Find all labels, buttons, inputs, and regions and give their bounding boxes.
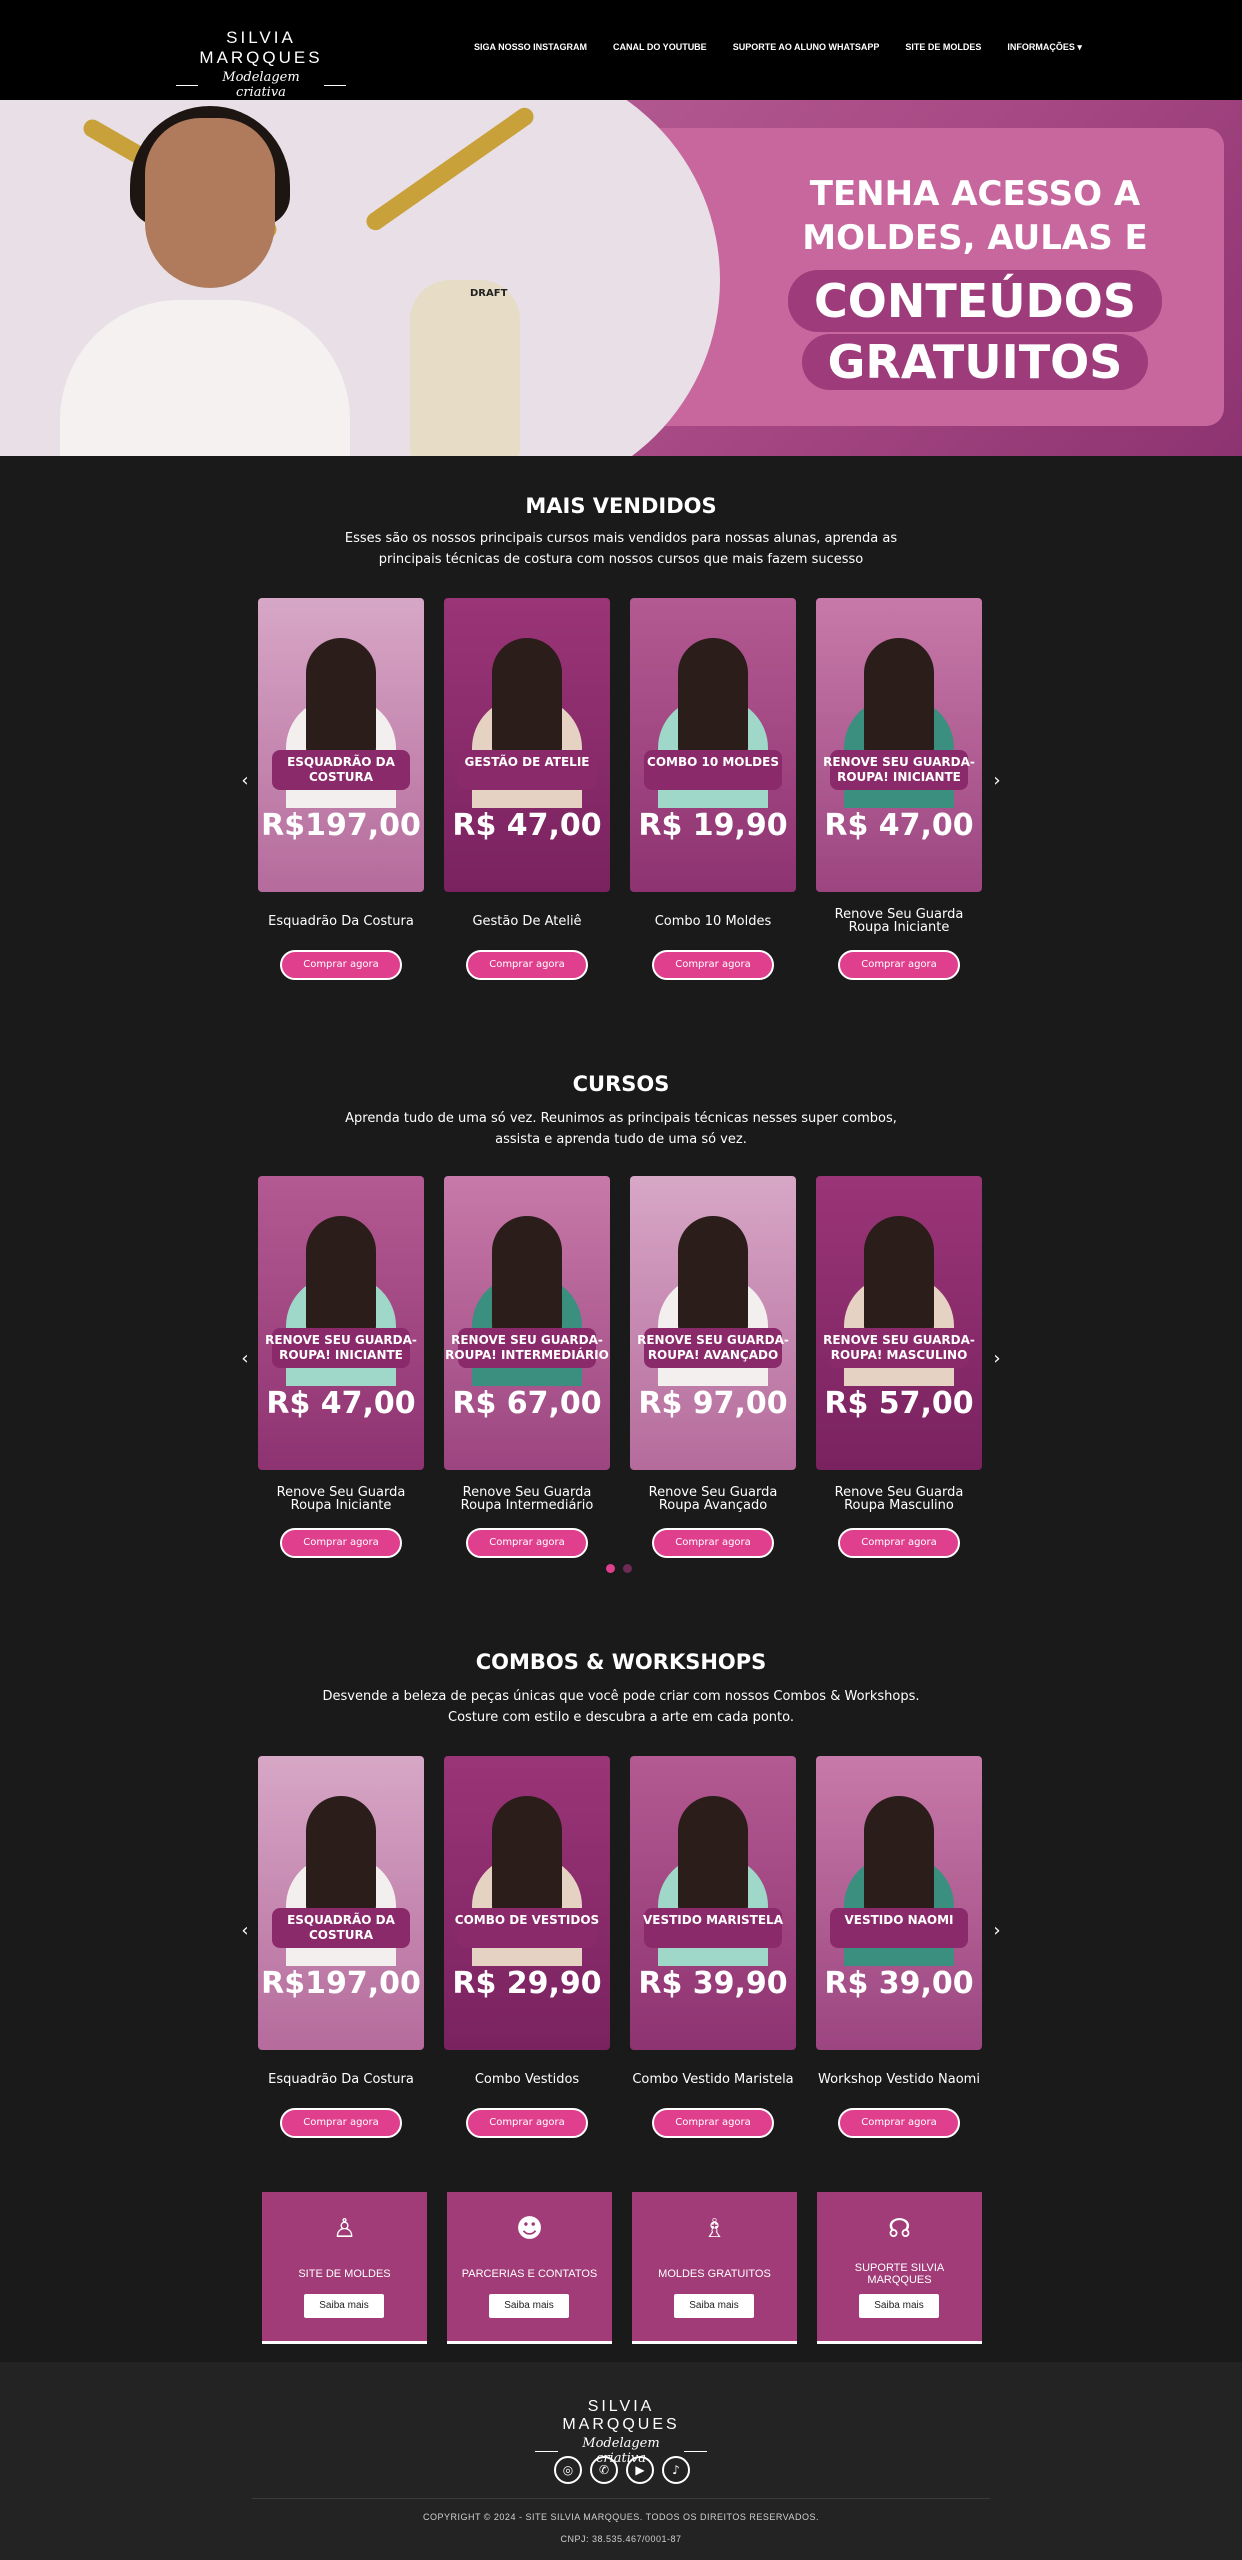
product-name[interactable]: Combo Vestido Maristela: [632, 2071, 794, 2087]
saiba-mais-button[interactable]: Saiba mais: [674, 2294, 754, 2318]
feature-box: [817, 2192, 982, 2344]
buy-now-button[interactable]: Comprar agora: [838, 2108, 960, 2138]
buy-now-button[interactable]: Comprar agora: [652, 1528, 774, 1558]
nav-instagram[interactable]: SIGA NOSSO INSTAGRAM: [474, 42, 588, 52]
product-card-price: R$ 47,00: [266, 1386, 416, 1421]
product-image[interactable]: [444, 1176, 610, 1470]
mannequin-tag: DRAFT: [470, 288, 508, 299]
product-name[interactable]: Renove Seu Guarda Roupa Masculino: [834, 1485, 964, 1513]
hero-banner[interactable]: [0, 100, 1242, 456]
product-card-price: R$ 47,00: [452, 808, 602, 843]
product-image[interactable]: [444, 1756, 610, 2050]
nav-informacoes-dropdown[interactable]: INFORMAÇÕES ▾: [1007, 42, 1082, 52]
product-card-title: VESTIDO NAOMI: [844, 1913, 954, 1927]
feature-boxes: [262, 2192, 982, 2344]
product-image[interactable]: [258, 1756, 424, 2050]
site-logo[interactable]: [176, 28, 346, 100]
product-name[interactable]: Combo 10 Moldes: [654, 913, 772, 929]
section-title-cursos: CURSOS: [572, 1072, 670, 1096]
section-desc-mais-vendidos: Esses são os nossos principais cursos mais vendidos para nossas alunas, aprenda as principais técnicas de costura com nossos cursos que mais fazem sucesso: [344, 531, 898, 567]
saiba-mais-button[interactable]: Saiba mais: [304, 2294, 384, 2318]
product-card[interactable]: [258, 1756, 424, 2138]
product-name[interactable]: Gestão De Ateliê: [472, 913, 582, 929]
users-icon: ☻: [515, 2214, 544, 2244]
product-card[interactable]: [444, 598, 610, 980]
footer-divider: [252, 2498, 990, 2499]
product-card[interactable]: [630, 598, 796, 980]
feature-box: [632, 2192, 797, 2344]
product-image[interactable]: [258, 598, 424, 892]
product-image[interactable]: [444, 598, 610, 892]
feature-title: SITE DE MOLDES: [298, 2268, 391, 2280]
section-title-mais-vendidos: MAIS VENDIDOS: [525, 494, 717, 518]
product-card[interactable]: [444, 1176, 610, 1558]
youtube-icon[interactable]: ▶: [626, 2456, 654, 2484]
buy-now-button[interactable]: Comprar agora: [652, 950, 774, 980]
footer-logo-tagline-text: Modelagem criativa: [582, 2436, 660, 2466]
product-image[interactable]: [816, 1756, 982, 2050]
product-card-price: R$ 57,00: [824, 1386, 974, 1421]
product-card-price: R$ 19,90: [638, 808, 788, 843]
footer-logo-wordmark: SILVIA MARQQUES: [562, 2398, 680, 2433]
social-links: [554, 2456, 690, 2484]
product-card[interactable]: [258, 598, 424, 980]
carousel-next-arrow[interactable]: ›: [993, 1348, 1001, 1369]
gown-icon: ♗: [702, 2214, 727, 2244]
buy-now-button[interactable]: Comprar agora: [466, 950, 588, 980]
feature-title: PARCERIAS E CONTATOS: [461, 2268, 598, 2280]
product-card[interactable]: [258, 1176, 424, 1558]
product-card-title: RENOVE SEU GUARDA-ROUPA! INICIANTE: [265, 1333, 417, 1362]
product-card-title: GESTÃO DE ATELIE: [464, 755, 590, 769]
logo-wordmark: SILVIA MARQQUES: [199, 28, 323, 67]
logo-tagline-text: Modelagem criativa: [222, 70, 300, 100]
hero-line-3: CONTEÚDOS: [788, 270, 1162, 332]
mannequin: [410, 280, 520, 456]
product-name[interactable]: Renove Seu Guarda Roupa Iniciante: [834, 907, 964, 935]
section-desc-combos: Desvende a beleza de peças únicas que você pode criar com nossos Combos & Workshops. Costure com estilo e descubra a arte em cada ponto.: [322, 1689, 920, 1725]
product-image[interactable]: [816, 1176, 982, 1470]
product-image[interactable]: [630, 598, 796, 892]
main-nav: [474, 42, 1082, 53]
product-card-title: COMBO 10 MOLDES: [647, 755, 779, 769]
hero-headline: [760, 172, 1190, 390]
product-card[interactable]: [816, 598, 982, 980]
product-card-title: ESQUADRÃO DA COSTURA: [287, 1913, 395, 1942]
product-card-title: RENOVE SEU GUARDA-ROUPA! MASCULINO: [823, 1333, 975, 1362]
product-card-title: RENOVE SEU GUARDA-ROUPA! INICIANTE: [823, 755, 975, 784]
carousel-prev-arrow[interactable]: ‹: [241, 1348, 249, 1369]
buy-now-button[interactable]: Comprar agora: [280, 2108, 402, 2138]
dress-icon: ♙: [332, 2214, 357, 2244]
site-footer: [0, 2362, 1242, 2560]
product-card-title: VESTIDO MARISTELA: [642, 1913, 783, 1927]
carousel-combos: [258, 1756, 984, 2136]
hero-line-2: MOLDES, AULAS E: [802, 218, 1148, 258]
carousel-next-arrow[interactable]: ›: [993, 1920, 1001, 1941]
product-card[interactable]: [630, 1756, 796, 2138]
product-card-title: RENOVE SEU GUARDA-ROUPA! AVANÇADO: [637, 1333, 789, 1362]
tiktok-icon[interactable]: ♪: [662, 2456, 690, 2484]
buy-now-button[interactable]: Comprar agora: [652, 2108, 774, 2138]
product-card[interactable]: [630, 1176, 796, 1558]
product-image[interactable]: [630, 1176, 796, 1470]
hero-line-4: GRATUITOS: [802, 334, 1149, 390]
section-title-combos: COMBOS & WORKSHOPS: [475, 1650, 767, 1674]
product-card[interactable]: [816, 1176, 982, 1558]
product-card[interactable]: [816, 1756, 982, 2138]
hero-line-1: TENHA ACESSO A: [809, 174, 1141, 214]
product-card-price: R$197,00: [261, 1966, 421, 2001]
hero-person-face: [145, 118, 275, 288]
product-card-price: R$ 47,00: [824, 808, 974, 843]
section-desc-cursos: Aprenda tudo de uma só vez. Reunimos as principais técnicas nesses super combos, assista e aprenda tudo de uma só vez.: [345, 1111, 897, 1147]
instagram-icon[interactable]: ◎: [554, 2456, 582, 2484]
product-card-title: COMBO DE VESTIDOS: [454, 1913, 600, 1927]
product-image[interactable]: [630, 1756, 796, 2050]
nav-youtube[interactable]: CANAL DO YOUTUBE: [613, 42, 707, 52]
product-name[interactable]: Esquadrão Da Costura: [268, 913, 414, 929]
product-card-price: R$ 39,00: [824, 1966, 974, 2001]
cnpj-text: CNPJ: 38.535.467/0001-87: [560, 2534, 682, 2544]
carousel-cursos: [258, 1176, 984, 1556]
saiba-mais-button[interactable]: Saiba mais: [489, 2294, 569, 2318]
buy-now-button[interactable]: Comprar agora: [466, 2108, 588, 2138]
buy-now-button[interactable]: Comprar agora: [838, 950, 960, 980]
product-name[interactable]: Renove Seu Guarda Roupa Avançado: [648, 1485, 778, 1513]
product-card-price: R$ 29,90: [452, 1966, 602, 2001]
feature-title: MOLDES GRATUITOS: [658, 2268, 771, 2280]
product-name[interactable]: Esquadrão Da Costura: [268, 2071, 414, 2087]
product-name[interactable]: Renove Seu Guarda Roupa Iniciante: [276, 1485, 406, 1513]
buy-now-button[interactable]: Comprar agora: [280, 1528, 402, 1558]
product-card-price: R$ 67,00: [452, 1386, 602, 1421]
product-card[interactable]: [444, 1756, 610, 2138]
pagination-dot[interactable]: [623, 1564, 632, 1573]
carousel-prev-arrow[interactable]: ‹: [241, 770, 249, 791]
feature-title: SUPORTE SILVIA MARQQUES: [854, 2262, 945, 2286]
nav-site-moldes[interactable]: SITE DE MOLDES: [905, 42, 982, 52]
carousel-next-arrow[interactable]: ›: [993, 770, 1001, 791]
carousel-pagination: [606, 1564, 632, 1573]
buy-now-button[interactable]: Comprar agora: [838, 1528, 960, 1558]
buy-now-button[interactable]: Comprar agora: [280, 950, 402, 980]
headset-icon: ☊: [887, 2214, 912, 2244]
carousel-prev-arrow[interactable]: ‹: [241, 1920, 249, 1941]
feature-box: [262, 2192, 427, 2344]
copyright-text: COPYRIGHT © 2024 - SITE SILVIA MARQQUES. TODOS OS DIREITOS RESERVADOS.: [422, 2512, 820, 2522]
whatsapp-icon[interactable]: ✆: [590, 2456, 618, 2484]
product-card-price: R$197,00: [261, 808, 421, 843]
pagination-dot-active[interactable]: [606, 1564, 615, 1573]
logo-tagline: [176, 70, 346, 100]
saiba-mais-button[interactable]: Saiba mais: [859, 2294, 939, 2318]
product-card-title: ESQUADRÃO DA COSTURA: [287, 755, 395, 784]
buy-now-button[interactable]: Comprar agora: [466, 1528, 588, 1558]
nav-whatsapp-support[interactable]: SUPORTE AO ALUNO WHATSAPP: [732, 42, 880, 52]
product-image[interactable]: [258, 1176, 424, 1470]
product-card-price: R$ 97,00: [638, 1386, 788, 1421]
product-card-title: RENOVE SEU GUARDA-ROUPA! INTERMEDIÁRIO: [445, 1333, 609, 1362]
product-card-price: R$ 39,90: [638, 1966, 788, 2001]
product-name[interactable]: Renove Seu Guarda Roupa Intermediário: [460, 1485, 594, 1513]
site-header: [0, 0, 1242, 100]
product-image[interactable]: [816, 598, 982, 892]
carousel-mais-vendidos: [258, 598, 984, 978]
product-name[interactable]: Workshop Vestido Naomi: [818, 2071, 980, 2087]
product-name[interactable]: Combo Vestidos: [474, 2071, 580, 2087]
feature-box: [447, 2192, 612, 2344]
